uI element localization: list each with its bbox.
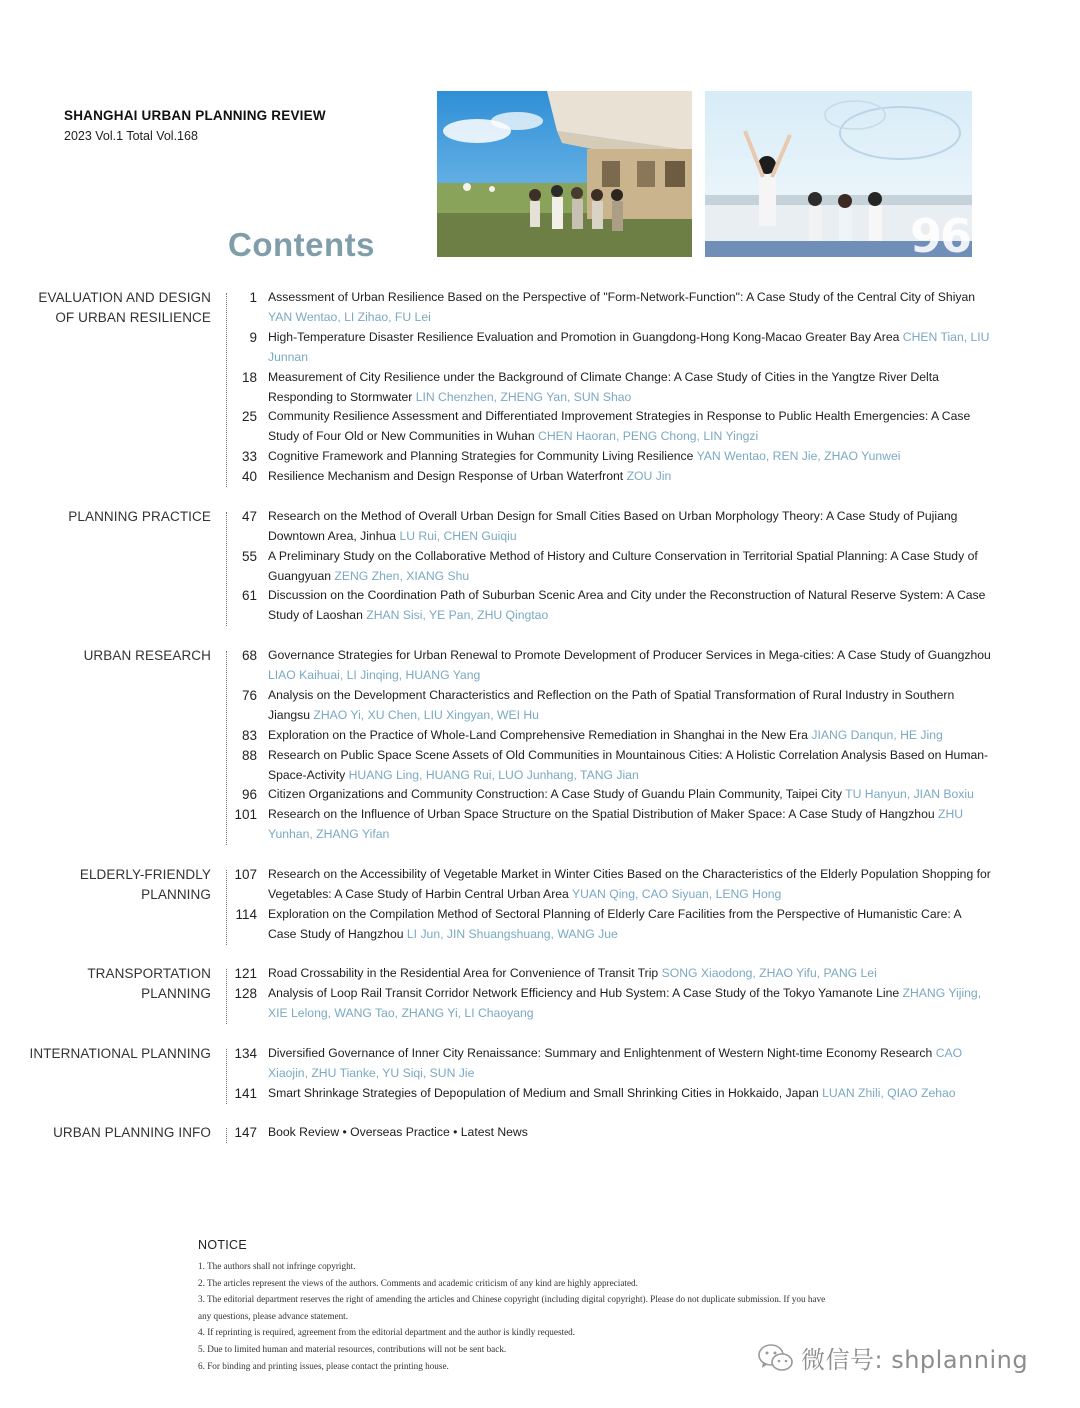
entry-text [268,328,992,368]
article-authors: YUAN Qing, CAO Siyuan, LENG Hong [571,886,782,901]
entry-text [268,984,992,1024]
entry-text [268,368,992,408]
children-bubbles-photo [705,91,972,257]
entry-text [268,507,992,547]
entry-text [268,467,992,487]
toc-section [0,646,1080,845]
page-number: 33 [241,449,257,465]
entry-text [268,1084,992,1104]
toc-entry[interactable] [232,1123,1080,1143]
table-of-contents [0,288,1080,1163]
article-title: Citizen Organizations and Community Construction: A Case Study of Guandu Plain Community, Taipei City [268,787,842,802]
notice-item: 3. The editorial department reserves the right of amending the articles and Chinese copyright (including digital copyright). Please do not duplicate submission. If you have any questions, please advance statement. [198,1294,826,1321]
article-authors: TU Hanyun, JIAN Boxiu [845,787,974,802]
toc-entry[interactable] [232,726,1080,746]
entry-text [268,726,992,746]
page-number: 83 [241,727,257,743]
page-number: 55 [241,548,257,564]
toc-entry[interactable] [232,507,1080,547]
toc-entry[interactable] [232,547,1080,587]
article-authors: YAN Wentao, REN Jie, ZHAO Yunwei [696,449,901,464]
article-title: Diversified Governance of Inner City Renaissance: Summary and Enlightenment of Western Night-time Economy Research [268,1045,933,1060]
page-number: 25 [241,409,257,425]
entry-text [268,746,992,786]
article-authors: LUAN Zhili, QIAO Zehao [822,1085,956,1100]
article-authors: JIANG Danqun, HE Jing [811,727,943,742]
toc-section [0,507,1080,626]
entry-text [268,905,992,945]
section-label: TRANSPORTATION PLANNING [87,966,211,1002]
magazine-title: SHANGHAI URBAN PLANNING REVIEW [64,108,326,123]
toc-entry[interactable] [232,1044,1080,1084]
page-number: 76 [241,687,257,703]
article-authors: LI Jun, JIN Shuangshuang, WANG Jue [406,926,618,941]
contents-heading: Contents [228,226,375,263]
notice-item: 4. If reprinting is required, agreement from the editorial department and the author is kindly requested. [198,1327,576,1338]
toc-section [0,1044,1080,1104]
article-authors: LIN Chenzhen, ZHENG Yan, SUN Shao [415,389,632,404]
article-authors: YAN Wentao, LI Zihao, FU Lei [268,309,431,324]
article-title: Governance Strategies for Urban Renewal to Promote Development of Producer Services in Mega-cities: A Case Study of Guangzhou [268,648,991,663]
page-number: 1 [249,290,257,305]
toc-section [0,288,1080,487]
article-title: Research on the Influence of Urban Space Structure on the Spatial Distribution of Maker Space: A Case Study of Hangzhou [268,807,935,822]
entry-list [232,865,1080,945]
entry-text [268,407,992,447]
toc-section [0,865,1080,945]
notice-item: 1. The authors shall not infringe copyright. [198,1261,356,1271]
toc-entry[interactable] [232,328,1080,368]
page-number: 47 [241,508,257,524]
entry-text [268,1123,992,1143]
notice [198,1238,838,1374]
notice-item: 5. Due to limited human and material resources, contributions will not be sent back. [198,1343,507,1354]
toc-entry[interactable] [232,865,1080,905]
page-number: 128 [234,986,257,1002]
notice-item: 2. The articles represent the views of the authors. Comments and academic criticism of any kind are highly appreciated. [198,1277,638,1288]
toc-entry[interactable] [232,686,1080,726]
entry-list [232,964,1080,1024]
page-number: 101 [234,807,257,823]
article-title: Exploration on the Practice of Whole-Land Comprehensive Remediation in Shanghai in the New Era [268,727,808,742]
article-title: Measurement of City Resilience under the Background of Climate Change: A Case Study of Cities in the Yangtze River Delta Responding to Stormwater [268,369,939,404]
article-title: Road Crossability in the Residential Area for Convenience of Transit Trip [268,966,659,981]
entry-list [232,507,1080,626]
article-title: Resilience Mechanism and Design Response of Urban Waterfront [268,469,624,484]
page-number: 121 [234,966,257,982]
page-number: 18 [241,369,257,385]
article-title: Analysis of Loop Rail Transit Corridor Network Efficiency and Hub System: A Case Study of the Tokyo Yamanote Line [268,986,900,1001]
entry-list [232,288,1080,487]
section-divider [226,1049,227,1104]
entry-text [268,586,992,626]
section-label: INTERNATIONAL PLANNING [29,1045,211,1061]
article-title: Discussion on the Coordination Path of Suburban Scenic Area and City under the Reconstruction of Natural Reserve System: A Case Study of Laoshan [268,588,986,623]
article-title: A Preliminary Study on the Collaborative Method of History and Culture Conservation in Territorial Spatial Planning: A Case Study of Guangyuan [268,548,978,583]
photo-page-number: 96 [909,209,970,257]
article-title: Community Resilience Assessment and Differentiated Improvement Strategies in Response to Public Health Emergencies: A Case Study of Four Old or New Communities in Wuhan [268,409,971,444]
notice-item: 6. For binding and printing issues, please contact the printing house. [198,1360,449,1371]
section-divider [226,293,227,487]
entry-text [268,686,992,726]
toc-entry[interactable] [232,1084,1080,1104]
article-title: High-Temperature Disaster Resilience Evaluation and Promotion in Guangdong-Hong Kong-Macao Greater Bay Area [268,329,900,344]
wechat-icon [757,1343,795,1373]
page-number: 107 [234,866,257,882]
toc-entry[interactable] [232,447,1080,467]
section-label: ELDERLY-FRIENDLY PLANNING [79,866,211,902]
page-number: 134 [234,1045,257,1061]
toc-entry[interactable] [232,746,1080,786]
notice-list [198,1258,838,1374]
section-divider [226,1128,227,1143]
notice-title: NOTICE [198,1238,248,1252]
article-title: Cognitive Framework and Planning Strategies for Community Living Resilience [268,449,694,464]
article-authors: ZOU Jin [626,469,672,484]
page-number: 88 [241,747,257,763]
page-number: 40 [241,469,257,485]
article-authors: ZHAN Sisi, YE Pan, ZHU Qingtao [366,608,549,623]
toc-section [0,1123,1080,1143]
toc-section [0,964,1080,1024]
entry-text [268,646,992,686]
toc-entry[interactable] [232,368,1080,408]
page-number: 141 [234,1085,257,1101]
entry-text [268,865,992,905]
page-number: 96 [241,787,257,803]
section-divider [226,651,227,845]
article-title: Smart Shrinkage Strategies of Depopulation of Medium and Small Shrinking Cities in Hokkaido, Japan [268,1085,819,1100]
page-number: 147 [234,1125,257,1141]
article-authors: ZENG Zhen, XIANG Shu [334,568,470,583]
article-authors: CHEN Haoran, PENG Chong, LIN Yingzi [538,429,759,444]
article-title: Analysis on the Development Characteristics and Reflection on the Path of Spatial Transformation of Rural Industry in Southern Jiangsu [268,687,955,722]
article-title: Book Review • Overseas Practice • Latest News [268,1125,528,1140]
toc-entry[interactable] [232,288,1080,328]
wechat-id-text: 微信号: shplanning [801,1346,1029,1374]
toc-entry[interactable] [232,905,1080,945]
page-number: 114 [235,906,257,922]
toc-entry[interactable] [232,407,1080,447]
article-authors: LU Rui, CHEN Guiqiu [399,528,517,543]
entry-text [268,785,992,805]
masthead [64,108,326,143]
article-authors: HUANG Ling, HUANG Rui, LUO Junhang, TANG Jian [348,767,639,782]
toc-entry[interactable] [232,964,1080,984]
article-authors: LIAO Kaihuai, LI Jinqing, HUANG Yang [268,668,481,682]
toc-entry[interactable] [232,646,1080,686]
page-number: 61 [241,588,257,604]
article-title: Research on Public Space Scene Assets of Old Communities in Mountainous Cities: A Holistic Correlation Analysis Based on Human-Space-Activity [268,747,989,782]
section-divider [226,969,227,1024]
article-title: Exploration on the Compilation Method of Sectoral Planning of Elderly Care Facilities from the Perspective of Humanistic Care: A Case Study of Hangzhou [268,906,961,941]
issue-info: 2023 Vol.1 Total Vol.168 [64,129,198,143]
entry-text [268,1044,992,1084]
article-authors: ZHAO Yi, XU Chen, LIU Xingyan, WEI Hu [313,707,539,722]
page-number: 9 [249,329,257,345]
entry-list [232,1044,1080,1104]
article-authors: SONG Xiaodong, ZHAO Yifu, PANG Lei [661,966,877,981]
toc-entry[interactable] [232,984,1080,1024]
entry-text [268,964,992,984]
toc-entry[interactable] [232,467,1080,487]
article-title: Research on the Accessibility of Vegetable Market in Winter Cities Based on the Characteristics of the Elderly Population Shopping for Vegetables: A Case Study of Harbin Central Urban Area [268,866,991,901]
entry-list [232,646,1080,845]
section-label: URBAN RESEARCH [83,648,211,664]
section-divider [226,512,227,626]
entry-text [268,805,992,845]
market-photo [437,91,692,257]
article-authors: ZHU Yunhan, ZHANG Yifan [268,807,964,842]
toc-entry[interactable] [232,785,1080,805]
section-label: PLANNING PRACTICE [68,508,211,524]
section-divider [226,870,227,945]
section-label: URBAN PLANNING INFO [53,1125,211,1141]
toc-entry[interactable] [232,805,1080,845]
entry-text [268,547,992,587]
toc-entry[interactable] [232,586,1080,626]
entry-text [268,288,992,328]
article-authors: CHEN Tian, LIU Junnan [268,329,990,364]
article-title: Research on the Method of Overall Urban Design for Small Cities Based on Urban Morphology Theory: A Case Study of Pujiang Downtown Area, Jinhua [268,508,958,543]
article-authors: CAO Xiaojin, ZHU Tianke, YU Siqi, SUN Jie [268,1045,963,1080]
wechat-watermark [757,1340,1028,1375]
entry-list [232,1123,1080,1143]
entry-text [268,447,992,467]
article-title: Assessment of Urban Resilience Based on the Perspective of "Form-Network-Function": A Case Study of the Central City of Shiyan [268,290,976,304]
article-authors: ZHANG Yijing, XIE Lelong, WANG Tao, ZHANG Yi, LI Chaoyang [268,986,982,1021]
page-number: 68 [241,648,257,664]
section-label: EVALUATION AND DESIGN OF URBAN RESILIENCE [38,290,211,325]
